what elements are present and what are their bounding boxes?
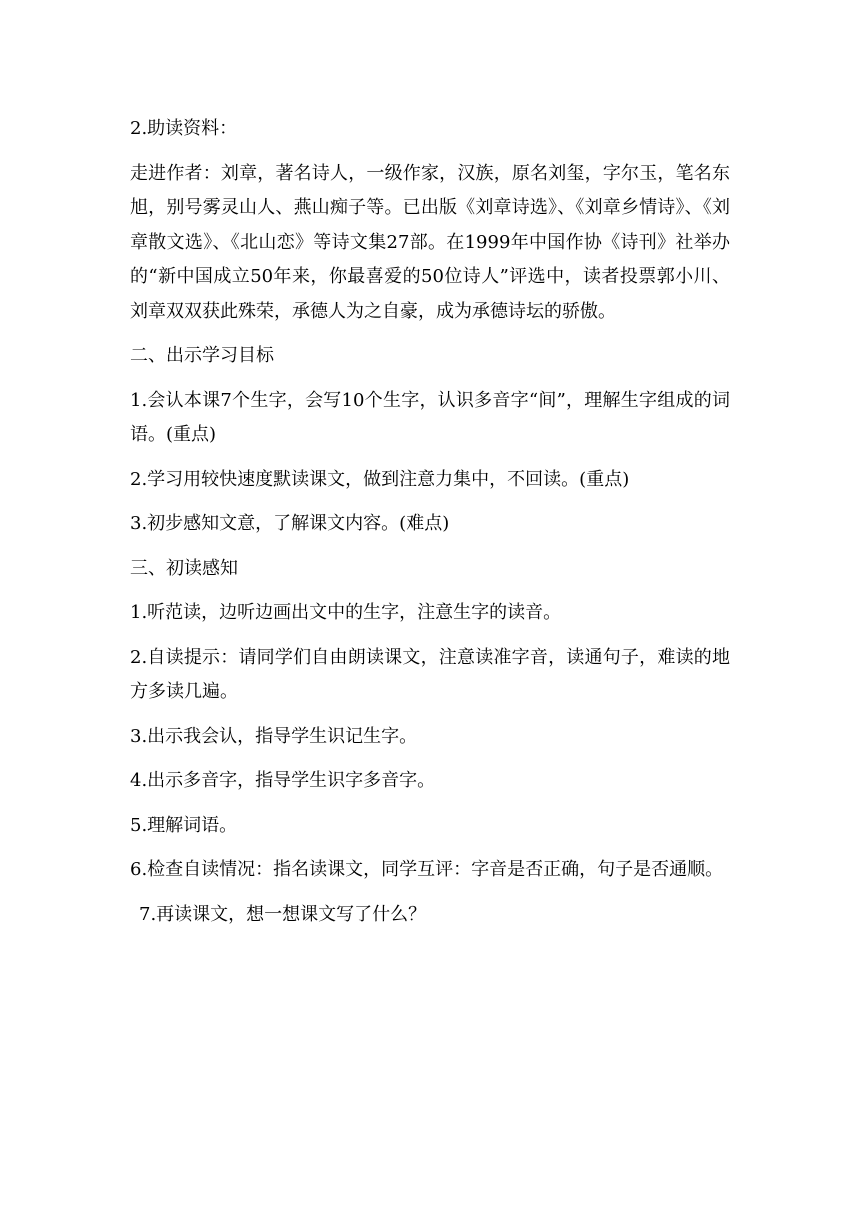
section-heading-first-reading: 三、初读感知 [130, 557, 238, 579]
reading-step-2: 2.自读提示：请同学们自由朗读课文，注意读准字音，读通句子，难读的地方多读几遍。 [130, 646, 730, 702]
reading-step-1: 1.听范读，边听边画出文中的生字，注意生字的读音。 [130, 602, 562, 623]
goal-item-1: 1.会认本课7个生字，会写10个生字，认识多音字“间”，理解生字组成的词语。(重点) [130, 389, 730, 445]
goal-item-3: 3.初步感知文意，了解课文内容。(难点) [130, 513, 450, 534]
reading-step-6: 6.检查自读情况：指名读课文，同学互评：字音是否正确，句子是否通顺。 [130, 859, 724, 880]
reading-step-3: 3.出示我会认，指导学生识记生字。 [130, 725, 418, 747]
reading-step-7: 7.再读课文，想一想课文写了什么？ [139, 903, 427, 925]
reading-step-5: 5.理解词语。 [130, 814, 238, 836]
document-body [130, 112, 730, 932]
reading-step-4: 4.出示多音字，指导学生识字多音字。 [130, 770, 436, 791]
paragraph-reading-materials-heading: 2.助读资料： [130, 118, 238, 139]
section-heading-learning-goals: 二、出示学习目标 [130, 345, 274, 366]
paragraph-author-intro: 走进作者：刘章，著名诗人，一级作家，汉族，原名刘玺，字尔玉，笔名东旭，别号雾灵山人、燕山痴子等。已出版《刘章诗选》、《刘章乡情诗》、《刘章散文选》、《北山恋》等诗文集27部。在1999年中国作协《诗刊》社举办的“新中国成立50年来，你最喜爱的50位诗人”评选中，读者投票郭小川、刘章双双获此殊荣，承德人为之自豪，成为承德诗坛的骄傲。 [130, 162, 730, 322]
goal-item-2: 2.学习用较快速度默读课文，做到注意力集中，不回读。(重点) [130, 468, 630, 490]
